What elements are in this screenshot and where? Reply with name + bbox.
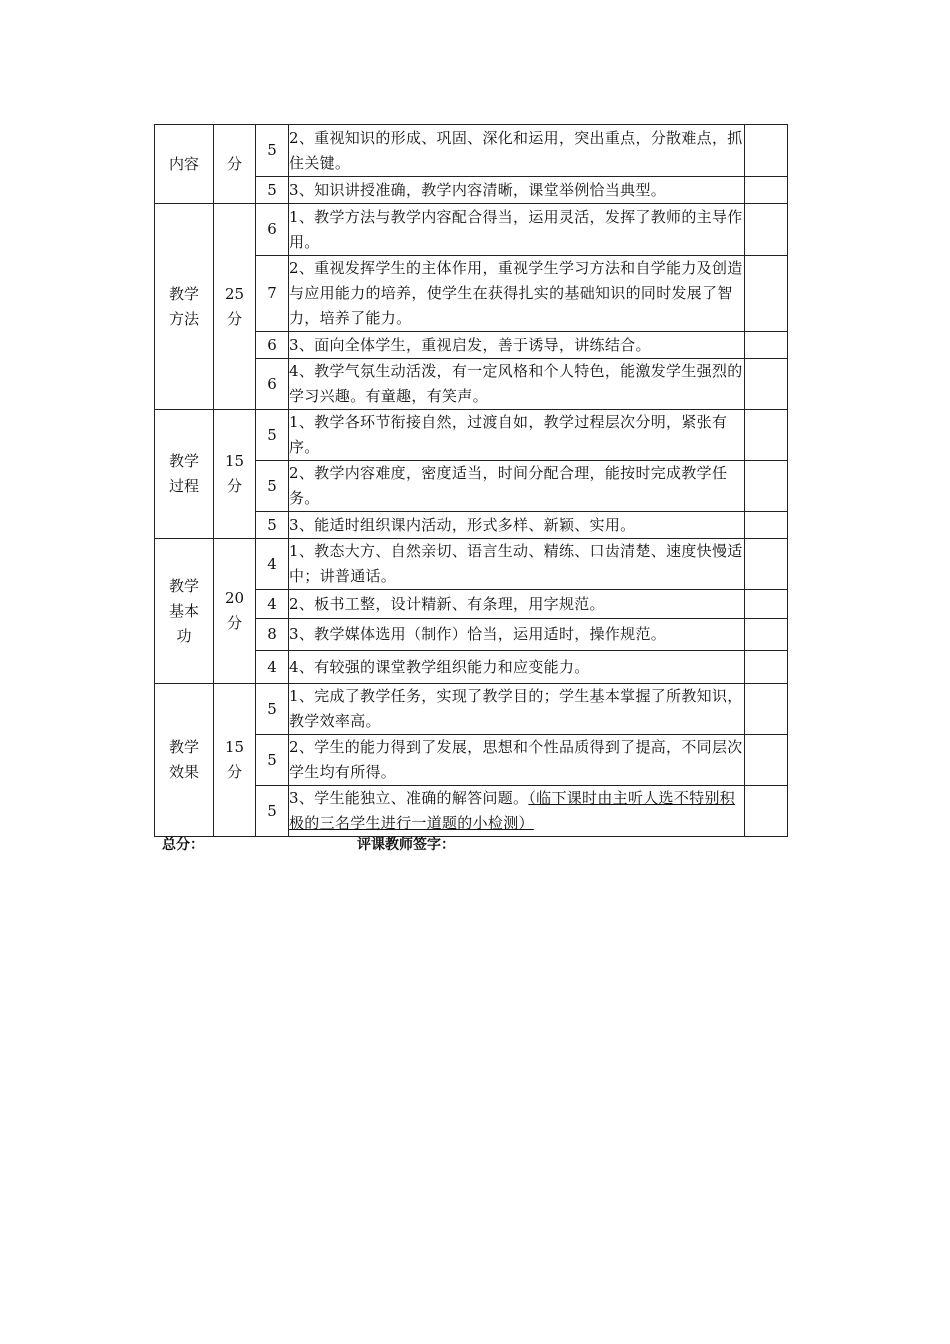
item-criterion: 1、教学方法与教学内容配合得当，运用灵活，发挥了教师的主导作用。: [289, 204, 745, 256]
score-cell[interactable]: [745, 619, 788, 651]
item-criterion: 2、教学内容难度，密度适当，时间分配合理，能按时完成教学任务。: [289, 461, 745, 512]
item-points: 6: [256, 332, 289, 359]
evaluation-table: [154, 124, 788, 837]
category-cell: 教学基本功: [155, 539, 214, 684]
item-criterion: [289, 786, 745, 837]
item-criterion: 1、完成了教学任务，实现了教学目的；学生基本掌握了所教知识，教学效率高。: [289, 684, 745, 735]
table-row: [155, 125, 788, 177]
item-criterion: 3、知识讲授准确，教学内容清晰，课堂举例恰当典型。: [289, 177, 745, 204]
item-points: 5: [256, 684, 289, 735]
item-points: 5: [256, 125, 289, 177]
item-criterion: 1、教学各环节衔接自然，过渡自如，教学过程层次分明，紧张有序。: [289, 410, 745, 461]
score-cell[interactable]: [745, 256, 788, 332]
total-points-cell: 15分: [214, 410, 256, 539]
score-cell[interactable]: [745, 461, 788, 512]
table-row: [155, 684, 788, 735]
score-cell[interactable]: [745, 539, 788, 590]
score-cell[interactable]: [745, 651, 788, 684]
table-row: [155, 539, 788, 590]
item-points: 5: [256, 786, 289, 837]
item-criterion: 3、面向全体学生，重视启发，善于诱导，讲练结合。: [289, 332, 745, 359]
underlined-note: （临下课时由主听人选不特别积极的三名学生进行一道题的小检测）: [289, 789, 736, 832]
item-points: 5: [256, 512, 289, 539]
item-points: 5: [256, 461, 289, 512]
category-cell: 教学方法: [155, 204, 214, 410]
score-cell[interactable]: [745, 590, 788, 619]
item-criterion: 3、教学媒体选用（制作）恰当，运用适时，操作规范。: [289, 619, 745, 651]
item-points: 5: [256, 410, 289, 461]
total-points-cell: 25分: [214, 204, 256, 410]
item-criterion: 4、教学气氛生动活泼，有一定风格和个人特色，能激发学生强烈的学习兴趣。有童趣，有笑声。: [289, 359, 745, 410]
category-cell: 内容: [155, 125, 214, 204]
item-points: 6: [256, 204, 289, 256]
criterion-text: 3、学生能独立、准确的解答问题。: [289, 789, 529, 807]
item-points: 8: [256, 619, 289, 651]
total-score-label: 总分：: [162, 837, 204, 853]
item-criterion: 2、板书工整，设计精新、有条理，用字规范。: [289, 590, 745, 619]
item-points: 7: [256, 256, 289, 332]
score-cell[interactable]: [745, 359, 788, 410]
item-points: 4: [256, 651, 289, 684]
category-cell: 教学效果: [155, 684, 214, 837]
score-cell[interactable]: [745, 512, 788, 539]
teacher-signature-label: 评课教师签字：: [357, 837, 455, 853]
item-criterion: 3、能适时组织课内活动，形式多样、新颖、实用。: [289, 512, 745, 539]
total-points-cell: 分: [214, 125, 256, 204]
item-criterion: 2、重视发挥学生的主体作用，重视学生学习方法和自学能力及创造与应用能力的培养，使学生在获得扎实的基础知识的同时发展了智力，培养了能力。: [289, 256, 745, 332]
item-points: 4: [256, 539, 289, 590]
item-criterion: 2、学生的能力得到了发展，思想和个性品质得到了提高，不同层次学生均有所得。: [289, 735, 745, 786]
item-criterion: 2、重视知识的形成、巩固、深化和运用，突出重点，分散难点，抓住关键。: [289, 125, 745, 177]
total-points-cell: 15分: [214, 684, 256, 837]
score-cell[interactable]: [745, 410, 788, 461]
total-points-cell: 20分: [214, 539, 256, 684]
item-points: 5: [256, 735, 289, 786]
score-cell[interactable]: [745, 786, 788, 837]
score-cell[interactable]: [745, 684, 788, 735]
table-row: [155, 410, 788, 461]
item-points: 5: [256, 177, 289, 204]
item-points: 6: [256, 359, 289, 410]
item-points: 4: [256, 590, 289, 619]
item-criterion: 4、有较强的课堂教学组织能力和应变能力。: [289, 651, 745, 684]
score-cell[interactable]: [745, 177, 788, 204]
score-cell[interactable]: [745, 204, 788, 256]
score-cell[interactable]: [745, 125, 788, 177]
category-cell: 教学过程: [155, 410, 214, 539]
item-criterion: 1、教态大方、自然亲切、语言生动、精练、口齿清楚、速度快慢适中；讲普通话。: [289, 539, 745, 590]
score-cell[interactable]: [745, 332, 788, 359]
score-cell[interactable]: [745, 735, 788, 786]
table-row: [155, 204, 788, 256]
